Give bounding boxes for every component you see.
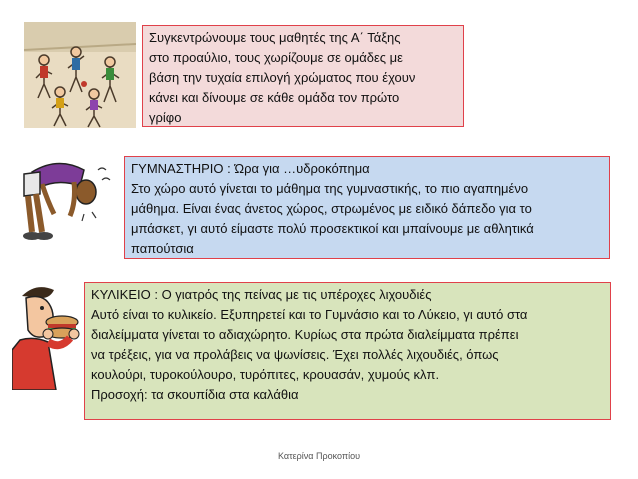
text-line: Αυτό είναι το κυλικείο. Εξυπηρετεί και το Γυμνάσιο και το Λύκειο, γι αυτό στα [91,307,528,322]
man-eating-sandwich-illustration-icon [12,280,86,390]
gym-heading: ΓΥΜΝΑΣΤΗΡΙΟ : Ώρα για …υδροκόπημα [131,161,370,176]
text-line: να τρέξεις, για να προλάβεις να ψωνίσεις. Έχει πολλές λιχουδιές, όπως [91,347,499,362]
text-line: κάνει και δίνουμε σε κάθε ομάδα τον πρώτο [149,90,400,105]
text-line: βάση την τυχαία επιλογή χρώματος που έχουν [149,70,416,85]
tired-athlete-illustration-icon [18,152,116,248]
text-line: παπούτσια [131,241,194,256]
text-line: στο προαύλιο, τους χωρίζουμε σε ομάδες με [149,50,403,65]
schoolyard-text-box [142,25,464,127]
text-line: μάθημα. Είναι ένας άνετος χώρος, στρωμένος με ειδικό δάπεδο για το [131,201,532,216]
text-line: διαλείμματα γίνεται το αδιαχώρητο. Κυρίως στα πρώτα διαλείμματα πρέπει [91,327,519,342]
canteen-text-box [84,282,611,420]
text-line: Στο χώρο αυτό γίνεται το μάθημα της γυμναστικής, το πιο αγαπημένο [131,181,529,196]
text-line: μπάσκετ, γι αυτό είμαστε πολύ προσεκτικοί και μπαίνουμε με αθλητικά [131,221,534,236]
text-line: γρίφο [149,110,182,125]
canteen-heading: ΚΥΛΙΚΕΙΟ : Ο γιατρός της πείνας με τις υπέροχες λιχουδιές [91,287,432,302]
children-playing-illustration-icon [24,22,136,128]
author-footer: Κατερίνα Προκοπίου [277,451,360,461]
text-line: κουλούρι, τυροκούλουρο, τυρόπιτες, κρουασάν, χυμούς κλπ. [91,367,440,382]
text-line: Προσοχή: τα σκουπίδια στα καλάθια [91,387,299,402]
gym-text-box [124,156,610,259]
text-line: Συγκεντρώνουμε τους μαθητές της Α΄ Τάξης [149,30,401,45]
